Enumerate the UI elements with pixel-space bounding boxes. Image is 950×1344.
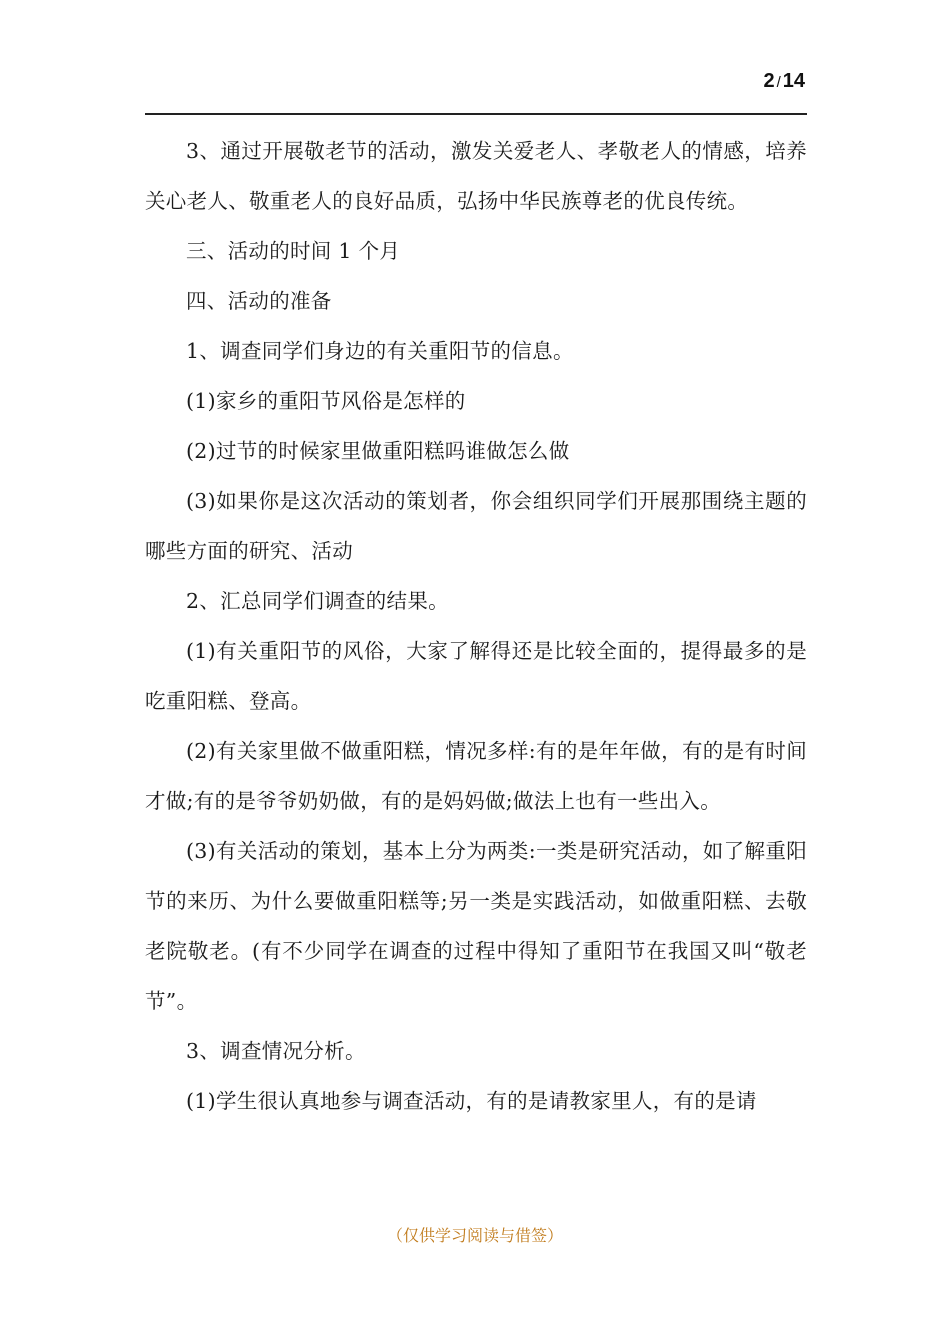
- header-divider: [145, 113, 807, 115]
- page-current: 2: [763, 70, 775, 92]
- footer-note: （仅供学习阅读与借签）: [386, 1226, 563, 1245]
- page-separator: /: [776, 74, 781, 91]
- paragraph-goal-3: 3、通过开展敬老节的活动，激发关爱老人、孝敬老人的情感，培养关心老人、敬重老人的良好品质，弘扬中华民族尊老的优良传统。: [145, 139, 807, 213]
- page-total: 14: [782, 70, 805, 92]
- document-body: [145, 126, 807, 1126]
- paragraph-prep-3-1: (1)学生很认真地参与调查活动，有的是请教家里人，有的是请: [186, 1089, 757, 1113]
- paragraph-prep-1-3: (3)如果你是这次活动的策划者，你会组织同学们开展那围绕主题的哪些方面的研究、活动: [145, 489, 807, 563]
- heading-activity-time: 三、活动的时间 1 个月: [186, 239, 401, 263]
- paragraph-prep-2-2: (2)有关家里做不做重阳糕，情况多样:有的是年年做，有的是有时间才做;有的是爷爷奶奶做，有的是妈妈做;做法上也有一些出入。: [145, 739, 807, 813]
- heading-activity-prep: 四、活动的准备: [186, 289, 332, 313]
- paragraph-prep-2-1: (1)有关重阳节的风俗，大家了解得还是比较全面的，提得最多的是吃重阳糕、登高。: [145, 639, 807, 713]
- paragraph-prep-3: 3、调查情况分析。: [186, 1039, 366, 1063]
- paragraph-prep-1-2: (2)过节的时候家里做重阳糕吗谁做怎么做: [186, 439, 570, 463]
- paragraph-prep-2: 2、汇总同学们调查的结果。: [186, 589, 449, 613]
- paragraph-prep-1: 1、调查同学们身边的有关重阳节的信息。: [186, 339, 574, 363]
- paragraph-prep-1-1: (1)家乡的重阳节风俗是怎样的: [186, 389, 466, 413]
- paragraph-prep-2-3: (3)有关活动的策划，基本上分为两类:一类是研究活动，如了解重阳节的来历、为什么要做重阳糕等;另一类是实践活动，如做重阳糕、去敬老院敬老。(有不少同学在调查的过程中得知了重阳节在我国又叫“敬老节”。: [145, 839, 807, 1013]
- page-number: [763, 70, 805, 93]
